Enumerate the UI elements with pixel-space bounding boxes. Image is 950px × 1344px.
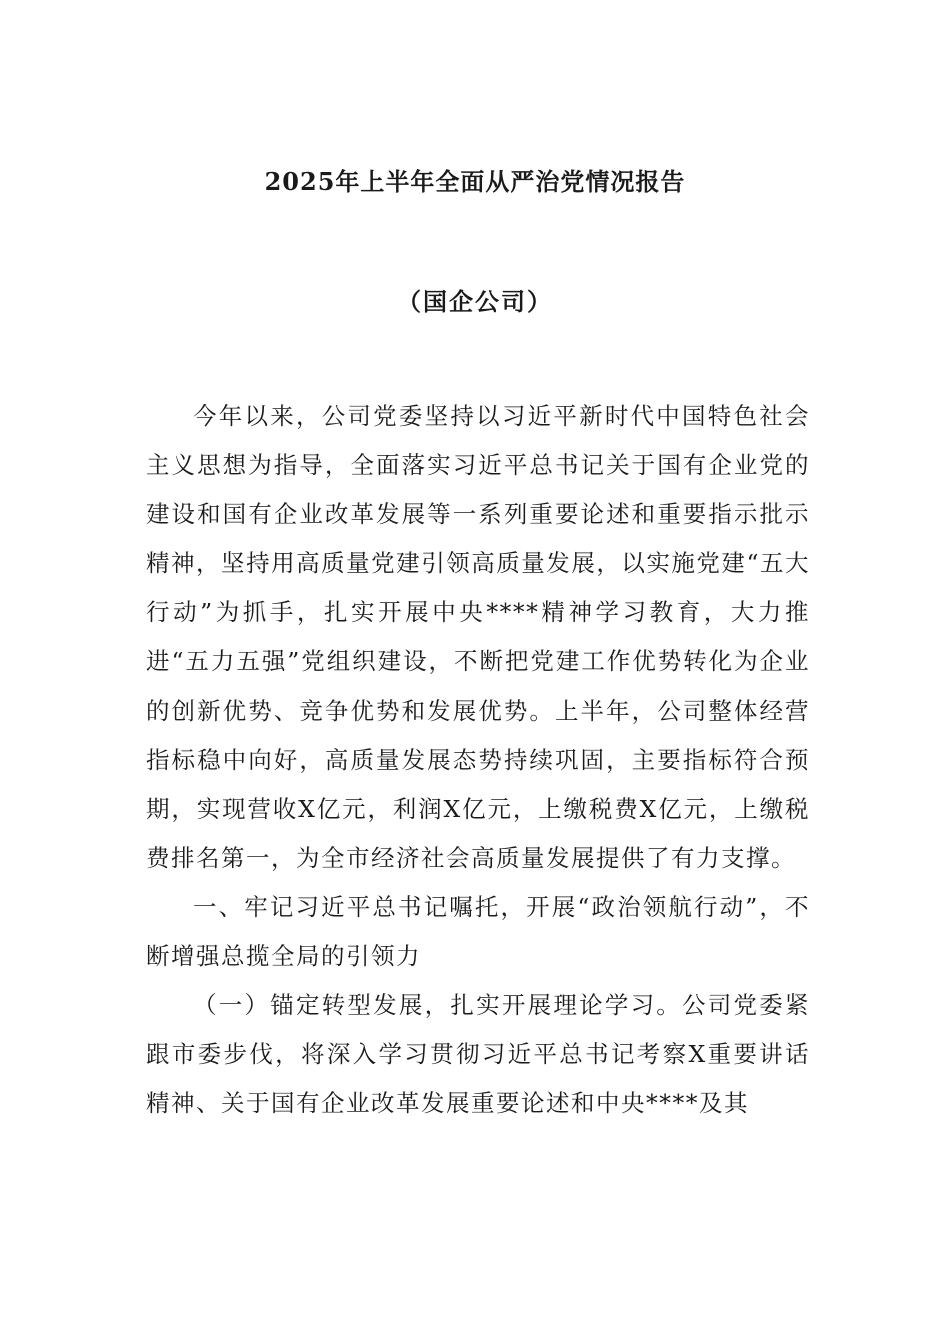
- document-title: 2025年上半年全面从严治党情况报告: [264, 167, 686, 196]
- intro-paragraph: 今年以来，公司党委坚持以习近平新时代中国特色社会主义思想为指导，全面落实习近平总书记关于国有企业党的建设和国有企业改革发展等一系列重要论述和重要指示批示精神，坚持用高质量党建引领高质量发展，以实施党建“五大行动”为抓手，扎实开展中央****精神学习教育，大力推进“五力五强”党组织建设，不断把党建工作优势转化为企业的创新优势、竞争优势和发展优势。上半年，公司整体经营指标稳中向好，高质量发展态势持续巩固，主要指标符合预期，实现营收X亿元，利润X亿元，上缴税费X亿元，上缴税费排名第一，为全市经济社会高质量发展提供了有力支撑。: [146, 402, 810, 872]
- document-subtitle: （国企公司）: [397, 287, 553, 316]
- document-body: [146, 392, 810, 1128]
- subsection-paragraph-1: （一）锚定转型发展，扎实开展理论学习。公司党委紧跟市委步伐，将深入学习贯彻习近平总书记考察X重要讲话精神、关于国有企业改革发展重要论述和中央****及其: [146, 991, 810, 1118]
- section-heading-1: 一、牢记习近平总书记嘱托，开展“政治领航行动”，不断增强总揽全局的引领力: [146, 892, 810, 971]
